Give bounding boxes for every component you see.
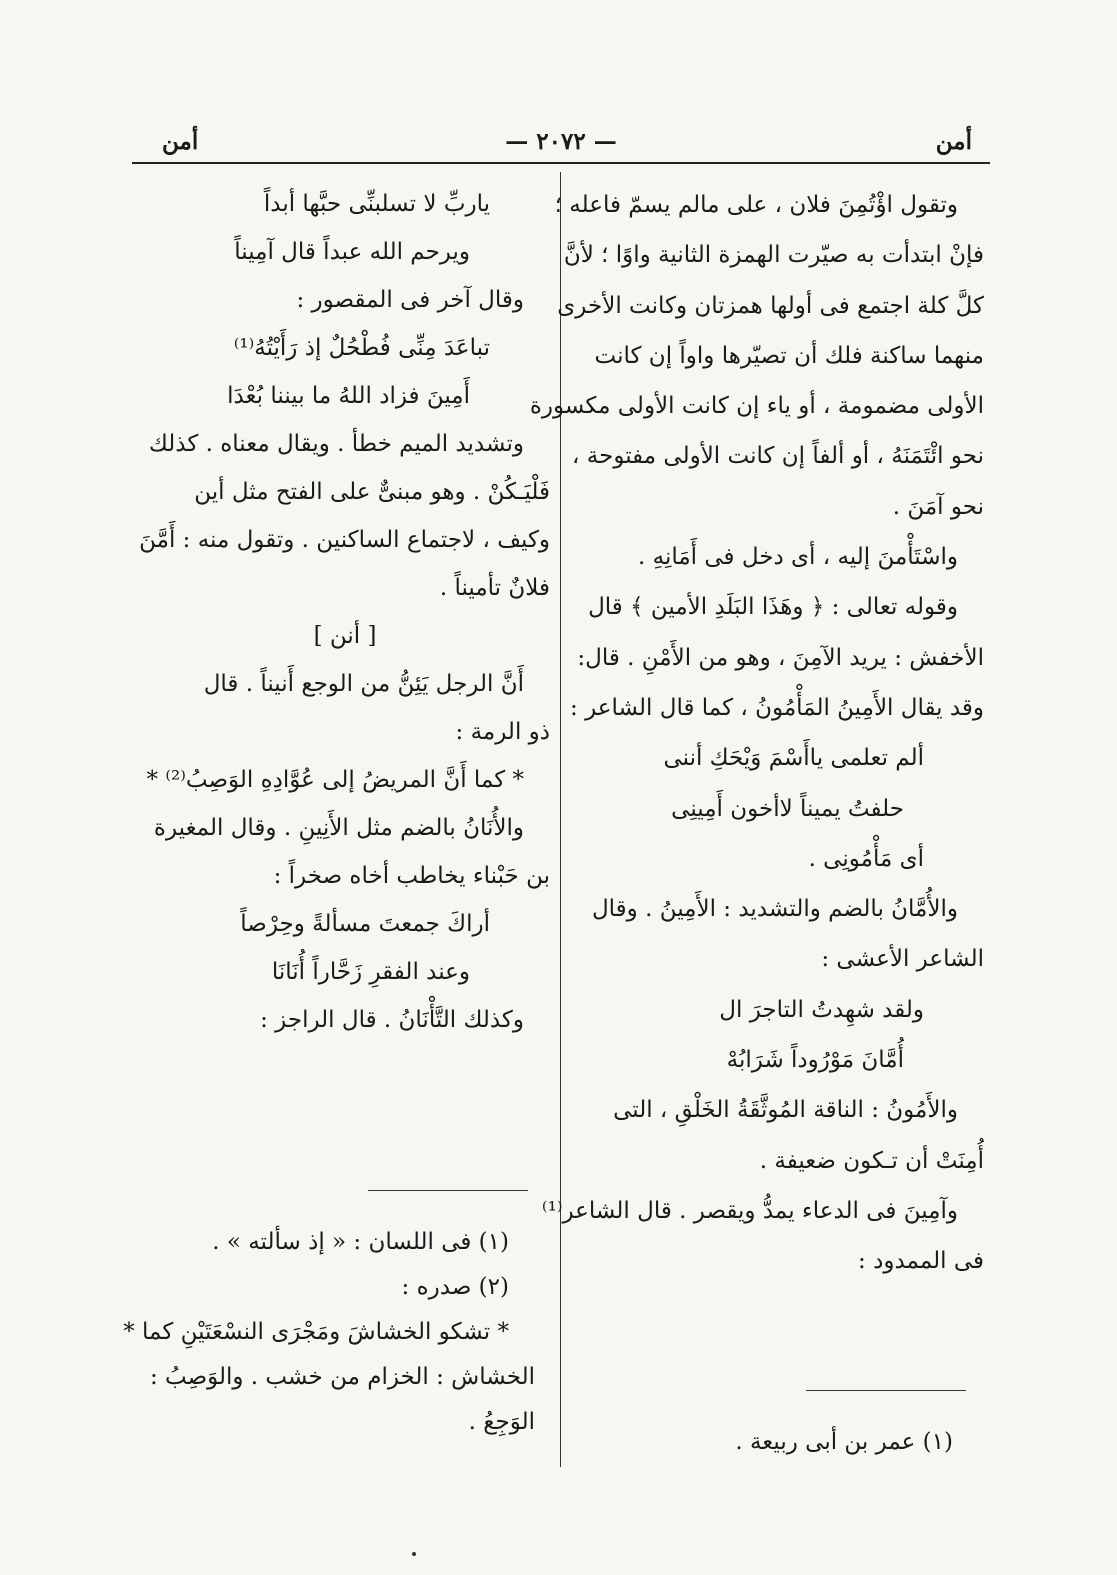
footnote-rule-left	[368, 1190, 528, 1191]
verse-line: ولقد شهِدتُ التاجرَ ال	[719, 996, 924, 1023]
text-line: واسْتَأْمنَ إليه ، أى دخل فى أَمَانِهِ .	[637, 544, 958, 571]
text-line: وقال آخر فى المقصور :	[296, 287, 524, 313]
text-line: نحو آمَنَ .	[892, 493, 984, 520]
text-line: وقوله تعالى : ﴿ وهَذَا البَلَدِ الأمين ﴾ قال	[588, 594, 958, 621]
text-line: منهما ساكنة فلك أن تصيّرها واواً إن كانت	[594, 342, 984, 369]
entry-heading: [ أنن ]	[313, 623, 377, 649]
text-line: وتشديد الميم خطأ . ويقال معناه . كذلك	[148, 431, 524, 457]
text-line: بن حَبْناء يخاطب أخاه صخراً :	[273, 863, 550, 889]
text-line: والأُمَّانُ بالضم والتشديد : الأَمِينُ . وقال	[591, 896, 958, 923]
text-line: الأخفش : يريد الآمِنَ ، وهو من الأَمْنِ . قال:	[577, 644, 984, 671]
footnote-line: (١) فى اللسان : « إذ سألته » .	[212, 1229, 509, 1255]
footnote-line: * تشكو الخشاشَ ومَجْرَى النسْعَتَيْنِ كما *	[123, 1319, 509, 1345]
text-line: أَنَّ الرجل يَئِنُّ من الوجع أَنيناً . قال	[203, 671, 524, 697]
text-line: فى الممدود :	[858, 1248, 984, 1275]
verse-line: ويرحم الله عبداً قال آمِيناً	[234, 239, 470, 265]
verse-line: أُمَّانَ مَوْرُوداً شَرَابُهْ	[726, 1047, 904, 1074]
footnote-line: (٢) صدره :	[401, 1274, 509, 1300]
header-entry-right: أمن	[935, 128, 972, 155]
text-line: وكيف ، لاجتماع الساكنين . وتقول منه : أَمَّنَ	[139, 527, 550, 553]
page-header	[132, 128, 990, 164]
left-column	[140, 180, 550, 1044]
print-mark	[412, 1552, 416, 1556]
text-line: والأُنَانُ بالضم مثل الأَنِينِ . وقال المغيرة	[153, 815, 524, 841]
text-line: وكذلك التَّأْنَانُ . قال الراجز :	[260, 1007, 524, 1033]
footnote-line: الوَجِعُ .	[468, 1409, 535, 1435]
text-line: الأولى مضمومة ، أو ياء إن كانت الأولى مكسورة	[529, 393, 984, 420]
text-line: أى مَأْمُونِى .	[808, 845, 924, 872]
page-number: — ٢٠٧٢ —	[505, 128, 617, 155]
right-column	[529, 180, 984, 1287]
text-line: الشاعر الأعشى :	[821, 946, 984, 973]
verse-line: ألم تعلمى ياأَسْمَ وَيْحَكِ أننى	[663, 745, 924, 772]
text-line: أُمِنَتْ أن تـكون ضعيفة .	[759, 1147, 984, 1174]
footnotes-left	[123, 1220, 535, 1445]
footnote-right: (١) عمر بن أبى ربيعة .	[735, 1429, 953, 1455]
verse-line: * كما أَنَّ المريضُ إلى عُوَّادِهِ الوَصِبُ⁽²⁾ *	[146, 767, 524, 793]
verse-line: أراكَ جمعتَ مسألةً وحِرْصاً	[240, 911, 490, 937]
verse-line: ياربِّ لا تسلبنِّى حبَّها أبداً	[263, 191, 490, 217]
text-line: فلانٌ تأميناً .	[439, 575, 550, 601]
header-entry-left: أمن	[162, 128, 199, 155]
verse-line: حلفتُ يميناً لاأخون أَمِينِى	[671, 795, 904, 822]
footnote-line: الخشاش : الخزام من خشب . والوَصِبُ :	[149, 1364, 535, 1390]
verse-line: تباعَدَ مِنِّى فُطْحُلٌ إذ رَأَيْتُهُ⁽¹⁾	[233, 335, 490, 361]
text-line: فإنْ ابتدأت به صيّرت الهمزة الثانية واوًا ؛ لأنَّ	[563, 242, 984, 269]
verse-line: أَمِينَ فزاد اللهُ ما بيننا بُعْدَا	[227, 383, 470, 409]
text-line: وقد يقال الأَمِينُ المَأْمُونُ ، كما قال الشاعر :	[570, 694, 984, 721]
text-line: وآمِينَ فى الدعاء يمدُّ ويقصر . قال الشاعر⁽¹⁾	[541, 1197, 958, 1224]
text-line: والأَمُونُ : الناقة المُوثَّقَةُ الخَلْقِ ، التى	[613, 1097, 958, 1124]
verse-line: وعند الفقرِ زَحَّاراً أُنَانَا	[271, 959, 470, 985]
text-line: كلَّ كلة اجتمع فى أولها همزتان وكانت الأخرى	[557, 292, 984, 319]
text-line: وتقول اؤْتُمِنَ فلان ، على مالم يسمّ فاعله ؛	[554, 192, 958, 218]
text-line: نحو ائْتَمَنَهُ ، أو ألفاً إن كانت الأولى مفتوحة ،	[572, 443, 984, 470]
column-divider	[560, 172, 561, 1467]
text-line: ذو الرمة :	[455, 719, 550, 745]
footnote-rule-right	[806, 1390, 966, 1391]
header-rule	[132, 162, 990, 164]
text-line: فَلْيَـكُنْ . وهو مبنىٌّ على الفتح مثل أين	[194, 479, 550, 505]
